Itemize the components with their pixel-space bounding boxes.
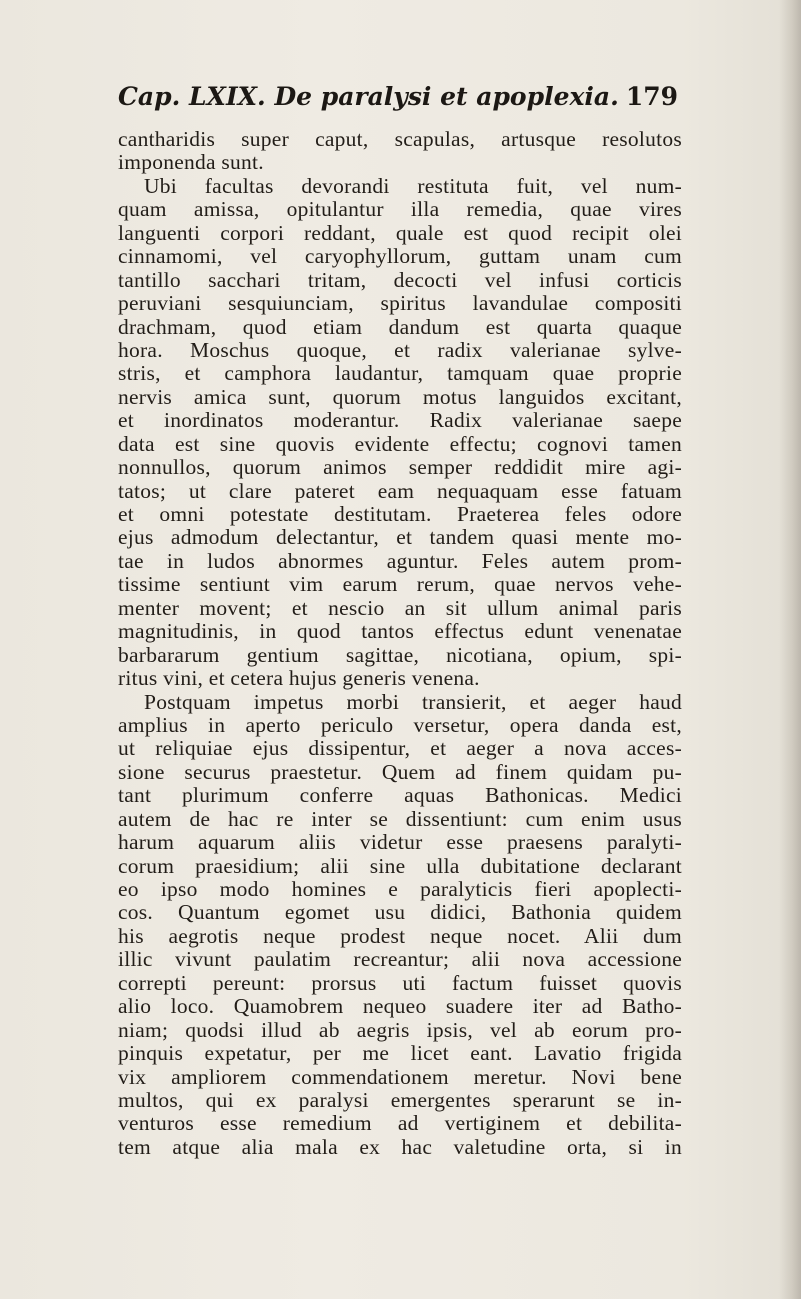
text-line: stris, et camphora laudantur, tamquam quae proprie	[118, 362, 682, 386]
text-line: tant plurimum conferre aquas Bathonicas. Medici	[118, 784, 682, 808]
text-line: ejus admodum delectantur, et tandem quasi mente mo-	[118, 526, 682, 550]
text-line: imponenda sunt.	[118, 151, 264, 175]
text-line: tae in ludos abnormes aguntur. Feles autem prom-	[118, 549, 682, 573]
text-line: et omni potestate destitutam. Praeterea feles odore	[118, 503, 682, 526]
text-line: illic vivunt paulatim recreantur; alii nova accessione	[118, 948, 682, 972]
page-edge-shadow	[779, 0, 801, 1299]
text-line: et inordinatos moderantur. Radix valerianae saepe	[118, 409, 682, 433]
text-line: autem de hac re inter se dissentiunt: cum enim usus	[118, 807, 682, 831]
text-line: ritus vini, et cetera hujus generis venena.	[118, 667, 480, 691]
text-line: harum aquarum aliis videtur esse praesens paralyti-	[118, 831, 682, 855]
text-line: menter movent; et nescio an sit ullum animal paris	[118, 596, 682, 620]
text-line: cinnamomi, vel caryophyllorum, guttam unam cum	[118, 245, 682, 269]
text-line: venturos esse remedium ad vertiginem et debilita-	[118, 1112, 682, 1136]
running-title: Cap. LXIX. De paralysi et apoplexia.	[118, 82, 619, 111]
text-line: sione securus praestetur. Quem ad finem quidam pu-	[118, 760, 682, 784]
text-line: cantharidis super caput, scapulas, artusque resolutos	[118, 128, 682, 151]
text-line: his aegrotis neque prodest neque nocet. Alii dum	[118, 924, 682, 948]
text-line: cos. Quantum egomet usu didici, Bathonia quidem	[118, 901, 682, 925]
text-line: multos, qui ex paralysi emergentes sperarunt se in-	[118, 1088, 682, 1112]
text-line: tatos; ut clare pateret eam nequaquam esse fatuam	[118, 479, 682, 503]
text-line: amplius in aperto periculo versetur, opera danda est,	[118, 713, 682, 737]
text-line: corum praesidium; alii sine ulla dubitatione declarant	[118, 854, 682, 878]
text-line: drachmam, quod etiam dandum est quarta quaque	[118, 315, 682, 339]
text-line: Ubi facultas devorandi restituta fuit, vel num-	[144, 174, 682, 198]
page-header	[118, 82, 678, 118]
text-line: niam; quodsi illud ab aegris ipsis, vel ab eorum pro-	[118, 1018, 682, 1042]
text-line: barbararum gentium sagittae, nicotiana, opium, spi-	[118, 643, 682, 667]
text-line: pinquis expetatur, per me licet eant. Lavatio frigida	[118, 1042, 682, 1066]
text-line: correpti pereunt: prorsus uti factum fuisset quovis	[118, 971, 682, 995]
text-line: tem atque alia mala ex hac valetudine orta, si in	[118, 1135, 682, 1159]
text-line: quam amissa, opitulantur illa remedia, quae vires	[118, 198, 682, 222]
text-line: nervis amica sunt, quorum motus languidos excitant,	[118, 385, 682, 409]
page-number: 179	[625, 82, 678, 111]
text-line: languenti corpori reddant, quale est quod recipit olei	[118, 221, 682, 245]
text-line: vix ampliorem commendationem meretur. Novi bene	[118, 1065, 682, 1089]
text-line: peruviani sesquiunciam, spiritus lavandulae compositi	[118, 292, 682, 316]
text-line: hora. Moschus quoque, et radix valerianae sylve-	[118, 338, 682, 362]
text-line: data est sine quovis evidente effectu; cognovi tamen	[118, 432, 682, 456]
text-line: alio loco. Quamobrem nequeo suadere iter ad Batho-	[118, 995, 682, 1019]
text-line: tantillo sacchari tritam, decocti vel infusi corticis	[118, 268, 682, 292]
text-line: magnitudinis, in quod tantos effectus edunt venenatae	[118, 620, 682, 644]
text-line: eo ipso modo homines e paralyticis fieri apoplecti-	[118, 878, 682, 901]
text-line: tissime sentiunt vim earum rerum, quae nervos vehe-	[118, 573, 682, 597]
text-line: ut reliquiae ejus dissipentur, et aeger a nova acces-	[118, 737, 682, 761]
text-line: nonnullos, quorum animos semper reddidit mire agi-	[118, 456, 682, 480]
body-text	[118, 128, 682, 1159]
text-line: Postquam impetus morbi transierit, et aeger haud	[144, 690, 682, 714]
